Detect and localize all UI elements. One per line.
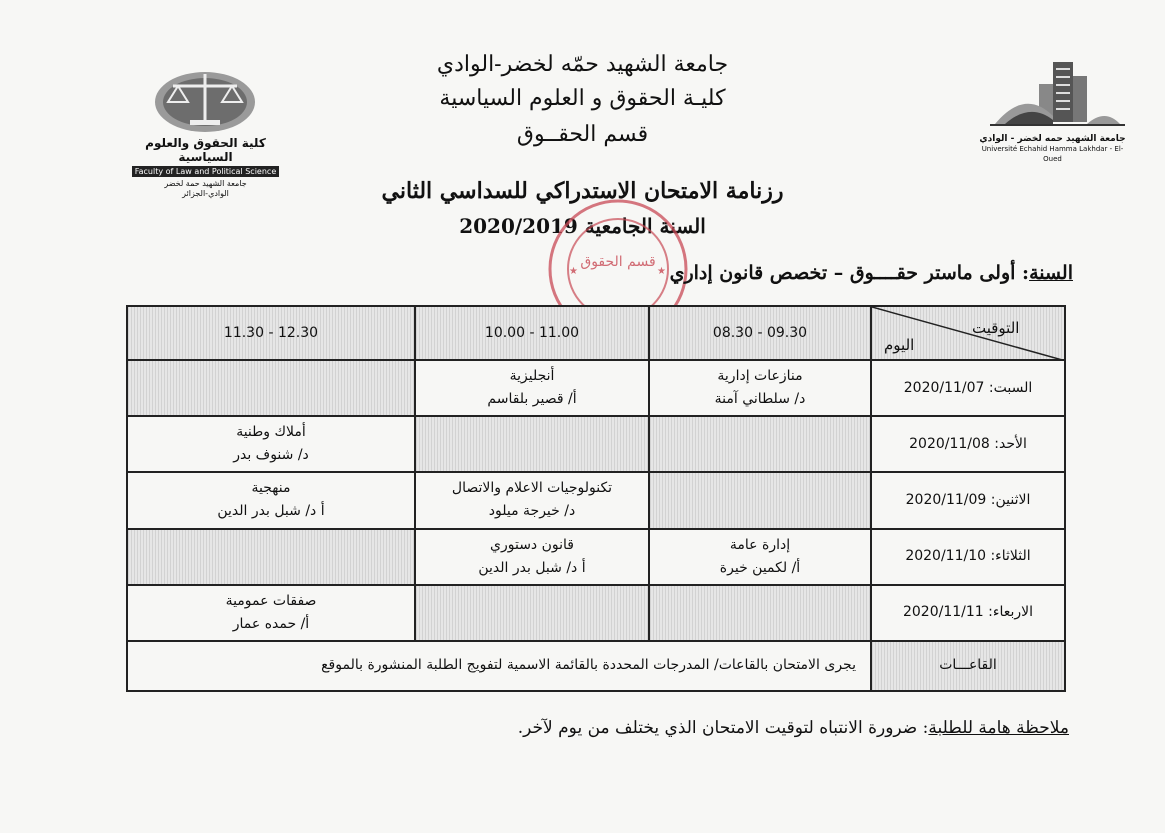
- note-label: ملاحظة هامة للطلبة: [928, 718, 1069, 738]
- class-value: : أولى ماستر حقــــوق – تخصص قانون إداري: [669, 262, 1030, 284]
- subject-name: أملاك وطنية: [236, 424, 306, 441]
- empty-slot-cell: [649, 585, 871, 641]
- svg-text:★: ★: [657, 266, 666, 277]
- empty-slot-cell: [649, 416, 871, 472]
- corner-day-label: اليوم: [884, 336, 915, 355]
- corner-time-label: التوقيت: [972, 319, 1020, 337]
- university-building-icon: [975, 58, 1130, 130]
- table-row: [127, 360, 1065, 416]
- teacher-name: د/ شنوف بدر: [233, 447, 309, 464]
- important-note: [518, 718, 1069, 738]
- rooms-label-cell: القاعـــات: [871, 641, 1065, 691]
- exam-slot-cell: [415, 472, 649, 528]
- logo-right-fr: Université Echahid Hamma Lakhdar - El-Oued: [981, 145, 1124, 163]
- subject-name: أنجليزية: [509, 368, 555, 385]
- exam-slot-cell: [127, 585, 415, 641]
- exam-slot-cell: [127, 416, 415, 472]
- faculty-name: كليـة الحقوق و العلوم السياسية: [439, 86, 726, 111]
- teacher-name: أ/ حمده عمار: [232, 615, 310, 632]
- subject-name: منازعات إدارية: [717, 368, 803, 385]
- faculty-logo: [128, 62, 283, 198]
- department-name: قسم الحقــوق: [516, 122, 649, 147]
- header-corner-cell: [871, 306, 1065, 360]
- day-cell: الأحد: 2020/11/08: [871, 416, 1065, 472]
- teacher-name: أ د/ شبل بدر الدين: [478, 559, 586, 576]
- table-row: [127, 416, 1065, 472]
- empty-slot-cell: [415, 585, 649, 641]
- logo-left-ar: كلية الحقوق والعلوم السياسية: [145, 136, 266, 164]
- subject-name: تكنولوجيات الاعلام والاتصال: [451, 480, 613, 497]
- university-name: جامعة الشهيد حمّه لخضر-الوادي: [436, 52, 729, 77]
- class-specialty-line: [670, 262, 1073, 284]
- logo-left-sub2: الوادي-الجزائر: [182, 189, 229, 198]
- exam-calendar-title: رزنامة الامتحان الاستدراكي للسداسي الثاني: [381, 178, 784, 204]
- day-cell: الاثنين: 2020/11/09: [871, 472, 1065, 528]
- day-cell: الثلاثاء: 2020/11/10: [871, 529, 1065, 585]
- logo-right-ar: جامعة الشهيد حمه لخضر - الوادي: [979, 134, 1126, 144]
- exam-schedule-table: [126, 305, 1066, 692]
- day-cell: السبت: 2020/11/07: [871, 360, 1065, 416]
- subject-name: منهجية: [251, 480, 291, 497]
- table-row: [127, 472, 1065, 528]
- academic-year: السنة الجامعية 2020/2019: [459, 214, 706, 238]
- subject-name: صفقات عمومية: [225, 592, 317, 609]
- slot-header-2: 11.00 - 10.00: [415, 306, 649, 360]
- exam-slot-cell: [415, 360, 649, 416]
- subject-name: إدارة عامة: [729, 536, 791, 553]
- logo-left-en: Faculty of Law and Political Science: [132, 166, 279, 177]
- logo-left-sub1: جامعة الشهيد حمة لخضر: [164, 179, 247, 188]
- scales-of-justice-icon: [128, 62, 283, 132]
- day-cell: الاربعاء: 2020/11/11: [871, 585, 1065, 641]
- rooms-text-cell: يجرى الامتحان بالقاعات/ المدرجات المحددة بالقائمة الاسمية لتفويج الطلبة المنشورة بالموقع: [127, 641, 871, 691]
- stamp-text: قسم الحقوق: [580, 254, 656, 270]
- teacher-name: د/ سلطاني آمنة: [714, 391, 806, 408]
- subject-name: قانون دستوري: [490, 536, 574, 553]
- teacher-name: أ/ قصير بلقاسم: [487, 391, 577, 408]
- exam-slot-cell: [649, 529, 871, 585]
- teacher-name: أ/ لكمين خيرة: [719, 559, 801, 576]
- table-row: [127, 585, 1065, 641]
- svg-text:★: ★: [569, 266, 578, 277]
- slot-header-1: 09.30 - 08.30: [649, 306, 871, 360]
- teacher-name: د/ خيرجة ميلود: [488, 503, 576, 520]
- table-row: [127, 529, 1065, 585]
- empty-slot-cell: [415, 416, 649, 472]
- teacher-name: أ د/ شبل بدر الدين: [217, 503, 325, 520]
- class-label: السنة: [1029, 262, 1073, 284]
- university-logo: [975, 58, 1130, 168]
- empty-slot-cell: [127, 529, 415, 585]
- empty-slot-cell: [649, 472, 871, 528]
- exam-slot-cell: [415, 529, 649, 585]
- note-text: : ضرورة الانتباه لتوقيت الامتحان الذي يختلف من يوم لآخر.: [517, 718, 929, 738]
- empty-slot-cell: [127, 360, 415, 416]
- exam-slot-cell: [127, 472, 415, 528]
- slot-header-3: 12.30 - 11.30: [127, 306, 415, 360]
- exam-slot-cell: [649, 360, 871, 416]
